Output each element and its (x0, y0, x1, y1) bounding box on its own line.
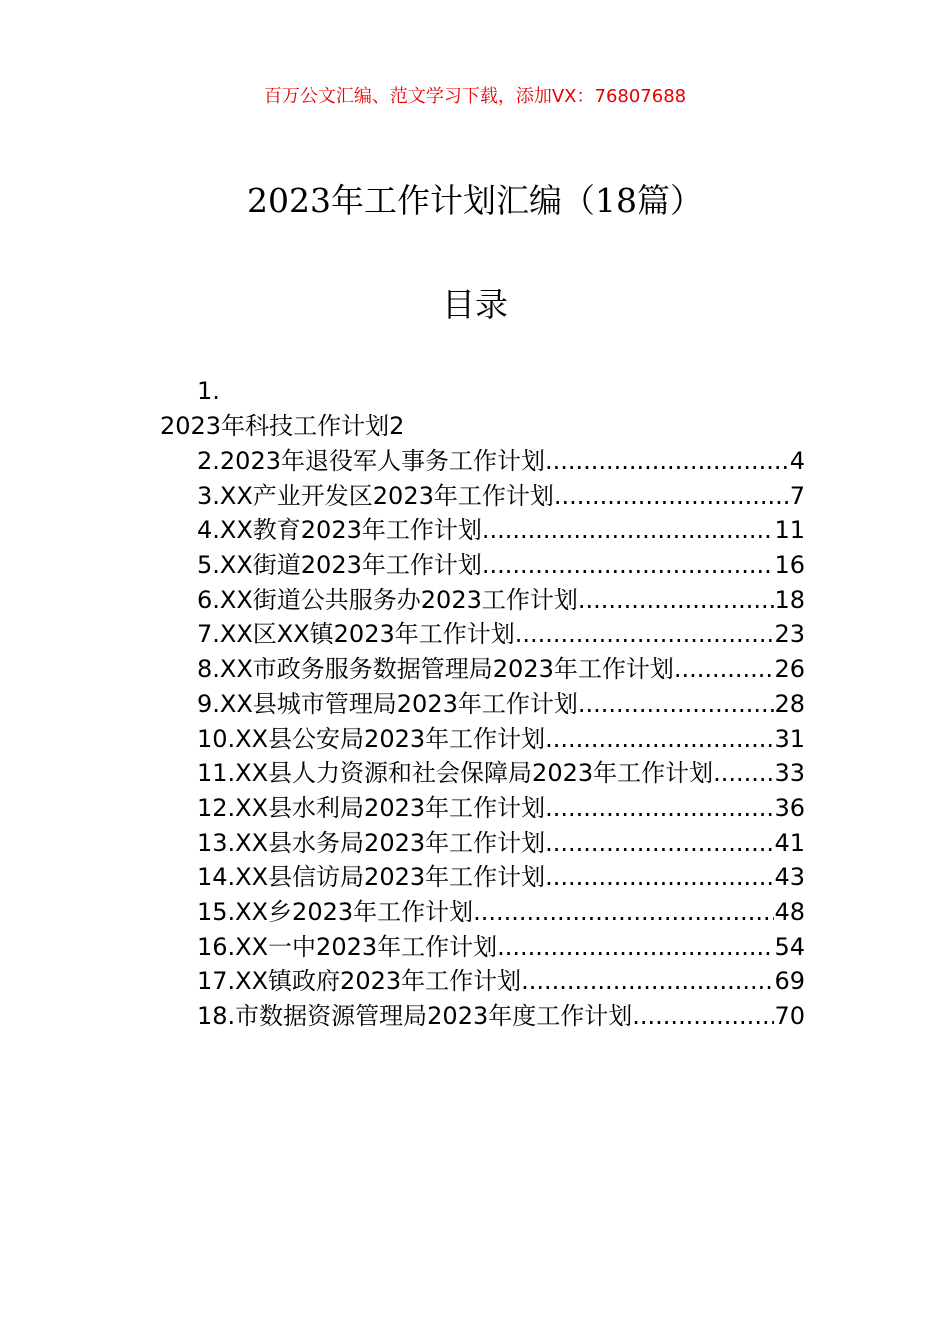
toc-entry-title: 14.XX县信访局2023年工作计划 (197, 863, 546, 892)
toc-entry-8[interactable] (197, 652, 805, 687)
toc-leader-dots (713, 756, 774, 791)
toc-entry-title: 8.XX市政务服务数据管理局2023年工作计划 (197, 655, 674, 684)
toc-leader-dots (545, 791, 774, 826)
toc-entry-10[interactable] (197, 722, 805, 757)
toc-entry-title: 3.XX产业开发区2023年工作计划 (197, 481, 554, 510)
toc-entry-15[interactable] (197, 895, 805, 930)
toc-list (197, 444, 805, 1034)
toc-leader-dots (632, 999, 774, 1034)
toc-heading: 目录 (442, 285, 508, 324)
toc-entry-9[interactable] (197, 687, 805, 722)
toc-leader-dots (545, 860, 774, 895)
toc-entry-3[interactable] (197, 479, 805, 514)
toc-leader-dots (545, 444, 790, 479)
toc-entry-page: 28 (774, 689, 805, 718)
toc-entry-page: 16 (774, 551, 805, 580)
toc-entry-6[interactable] (197, 583, 805, 618)
toc-entry-title: 9.XX县城市管理局2023年工作计划 (197, 689, 578, 718)
toc-entry-title: 12.XX县水利局2023年工作计划 (197, 793, 546, 822)
toc-entry-number: 1. (197, 377, 220, 405)
toc-entry-16[interactable] (197, 930, 805, 965)
toc-leader-dots (515, 617, 775, 652)
toc-leader-dots (545, 722, 774, 757)
header-note: 百万公文汇编、范文学习下载，添加VX：76807688 (263, 86, 687, 107)
toc-entry-title: 17.XX镇政府2023年工作计划 (197, 967, 522, 996)
toc-entry-title: 15.XX乡2023年工作计划 (197, 897, 474, 926)
toc-entry-title: 2023年科技工作计划 (160, 412, 390, 440)
document-title: 2023年工作计划汇编（18篇） (247, 181, 703, 220)
toc-entry-page: 36 (774, 793, 805, 822)
toc-entry-1[interactable] (160, 374, 810, 444)
toc-entry-page: 33 (774, 759, 805, 788)
toc-entry-title: 16.XX一中2023年工作计划 (197, 932, 498, 961)
toc-entry-title: 4.XX教育2023年工作计划 (197, 516, 482, 545)
toc-leader-dots (578, 583, 775, 618)
toc-entry-page: 2 (389, 412, 405, 440)
toc-entry-page: 43 (774, 863, 805, 892)
toc-leader-dots (578, 687, 775, 722)
toc-entry-text (160, 409, 810, 444)
toc-entry-title: 2.2023年退役军人事务工作计划 (197, 447, 545, 475)
toc-entry-5[interactable] (197, 548, 805, 583)
toc-entry-page: 18 (774, 585, 805, 614)
toc-entry-title: 5.XX街道2023年工作计划 (197, 551, 482, 580)
toc-entry-4[interactable] (197, 513, 805, 548)
toc-entry-title: 11.XX县人力资源和社会保障局2023年工作计划 (197, 759, 714, 788)
toc-entry-page: 31 (774, 724, 805, 753)
toc-entry-page: 7 (789, 481, 805, 510)
toc-entry-page: 23 (774, 620, 805, 649)
toc-leader-dots (554, 479, 790, 514)
toc-entry-14[interactable] (197, 860, 805, 895)
toc-entry-page: 70 (774, 1002, 805, 1030)
toc-entry-title: 7.XX区XX镇2023年工作计划 (197, 620, 515, 649)
toc-leader-dots (674, 652, 775, 687)
toc-entry-title: 18.市数据资源管理局2023年度工作计划 (197, 1002, 633, 1030)
toc-entry-12[interactable] (197, 791, 805, 826)
toc-entry-page: 41 (774, 828, 805, 857)
toc-entry-page: 11 (774, 516, 805, 545)
toc-leader-dots (545, 826, 774, 861)
toc-entry-7[interactable] (197, 617, 805, 652)
toc-leader-dots (482, 548, 775, 583)
toc-entry-page: 54 (774, 932, 805, 961)
toc-leader-dots (473, 895, 774, 930)
toc-leader-dots (482, 513, 775, 548)
toc-leader-dots (521, 964, 774, 999)
toc-entry-title: 6.XX街道公共服务办2023工作计划 (197, 585, 578, 614)
toc-entry-2[interactable] (197, 444, 805, 479)
toc-entry-title: 13.XX县水务局2023年工作计划 (197, 828, 546, 857)
toc-leader-dots (497, 930, 774, 965)
toc-entry-page: 48 (774, 897, 805, 926)
toc-entry-page: 4 (789, 447, 805, 475)
toc-entry-page: 26 (774, 655, 805, 684)
toc-entry-page: 69 (774, 967, 805, 996)
toc-entry-title: 10.XX县公安局2023年工作计划 (197, 724, 546, 753)
toc-entry-11[interactable] (197, 756, 805, 791)
toc-entry-18[interactable] (197, 999, 805, 1034)
toc-entry-13[interactable] (197, 826, 805, 861)
toc-entry-17[interactable] (197, 964, 805, 999)
